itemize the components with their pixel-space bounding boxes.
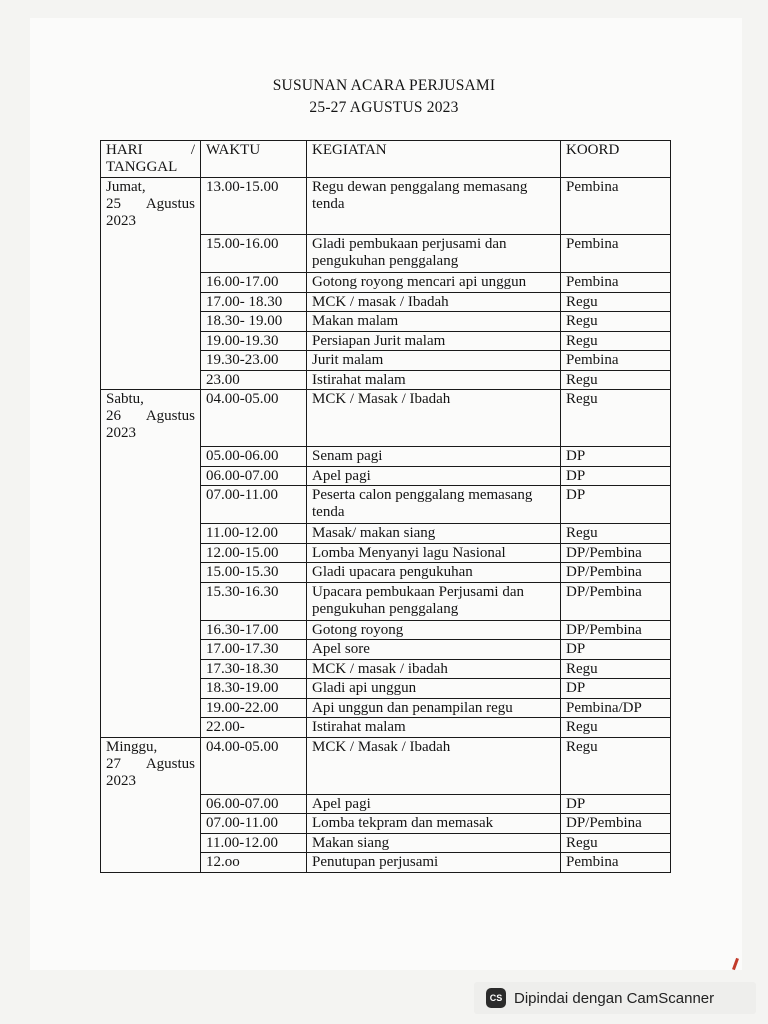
waktu-cell: 22.00-: [201, 718, 307, 738]
waktu-cell: 12.00-15.00: [201, 543, 307, 563]
koord-cell: Regu: [561, 292, 671, 312]
kegiatan-cell: Lomba tekpram dan memasak: [307, 814, 561, 834]
koord-cell: Pembina: [561, 853, 671, 873]
kegiatan-cell: Makan malam: [307, 312, 561, 332]
koord-cell: Regu: [561, 833, 671, 853]
kegiatan-cell: Istirahat malam: [307, 718, 561, 738]
waktu-cell: 15.00-16.00: [201, 235, 307, 273]
header-koord: KOORD: [561, 141, 671, 178]
waktu-cell: 06.00-07.00: [201, 794, 307, 814]
kegiatan-cell: MCK / masak / Ibadah: [307, 292, 561, 312]
waktu-cell: 13.00-15.00: [201, 178, 307, 235]
kegiatan-cell: Regu dewan penggalang memasang tenda: [307, 178, 561, 235]
koord-cell: DP: [561, 486, 671, 524]
waktu-cell: 11.00-12.00: [201, 524, 307, 544]
waktu-cell: 12.oo: [201, 853, 307, 873]
table-row: [101, 178, 671, 235]
day-cell: [101, 737, 201, 872]
kegiatan-cell: Istirahat malam: [307, 370, 561, 390]
waktu-cell: 17.00- 18.30: [201, 292, 307, 312]
koord-cell: DP/Pembina: [561, 814, 671, 834]
waktu-cell: 23.00: [201, 370, 307, 390]
koord-cell: DP: [561, 466, 671, 486]
waktu-cell: 07.00-11.00: [201, 814, 307, 834]
koord-cell: Pembina: [561, 178, 671, 235]
kegiatan-cell: Gladi api unggun: [307, 679, 561, 699]
koord-cell: Pembina: [561, 351, 671, 371]
waktu-cell: 16.30-17.00: [201, 620, 307, 640]
waktu-cell: 04.00-05.00: [201, 390, 307, 447]
day-name: Sabtu,: [106, 391, 144, 407]
table-row: [101, 737, 671, 794]
kegiatan-cell: Gladi pembukaan perjusami dan pengukuhan penggalang: [307, 235, 561, 273]
kegiatan-cell: Gotong royong: [307, 620, 561, 640]
table-row: [101, 390, 671, 447]
koord-cell: DP: [561, 447, 671, 467]
waktu-cell: 16.00-17.00: [201, 273, 307, 293]
waktu-cell: 15.00-15.30: [201, 563, 307, 583]
koord-cell: Pembina: [561, 235, 671, 273]
camscanner-label: Dipindai dengan CamScanner: [514, 989, 715, 1007]
waktu-cell: 17.30-18.30: [201, 659, 307, 679]
koord-cell: DP: [561, 794, 671, 814]
koord-cell: Pembina/DP: [561, 698, 671, 718]
koord-cell: Regu: [561, 659, 671, 679]
kegiatan-cell: MCK / Masak / Ibadah: [307, 737, 561, 794]
waktu-cell: 17.00-17.30: [201, 640, 307, 660]
kegiatan-cell: Gladi upacara pengukuhan: [307, 563, 561, 583]
koord-cell: DP: [561, 640, 671, 660]
kegiatan-cell: Apel pagi: [307, 466, 561, 486]
kegiatan-cell: Gotong royong mencari api unggun: [307, 273, 561, 293]
header-kegiatan: KEGIATAN: [307, 141, 561, 178]
koord-cell: DP/Pembina: [561, 582, 671, 620]
day-year: 2023: [106, 425, 136, 441]
kegiatan-cell: MCK / masak / ibadah: [307, 659, 561, 679]
koord-cell: DP/Pembina: [561, 563, 671, 583]
day-date: 25 Agustus: [106, 196, 195, 212]
header-hari-tanggal: HARI / TANGGAL: [101, 141, 201, 178]
waktu-cell: 18.30-19.00: [201, 679, 307, 699]
kegiatan-cell: Jurit malam: [307, 351, 561, 371]
document-subtitle: 25-27 AGUSTUS 2023: [309, 99, 459, 116]
kegiatan-cell: Apel sore: [307, 640, 561, 660]
day-date: 27 Agustus: [106, 755, 195, 772]
document-title: SUSUNAN ACARA PERJUSAMI: [272, 77, 496, 94]
waktu-cell: 06.00-07.00: [201, 466, 307, 486]
waktu-cell: 19.30-23.00: [201, 351, 307, 371]
camscanner-watermark: [474, 982, 756, 1014]
koord-cell: Regu: [561, 524, 671, 544]
koord-cell: Regu: [561, 312, 671, 332]
koord-cell: Regu: [561, 390, 671, 447]
day-year: 2023: [106, 772, 136, 789]
kegiatan-cell: Masak/ makan siang: [307, 524, 561, 544]
day-year: 2023: [106, 213, 136, 229]
waktu-cell: 19.00-19.30: [201, 331, 307, 351]
kegiatan-cell: Makan siang: [307, 833, 561, 853]
day-name: Minggu,: [106, 738, 158, 755]
day-date: 26 Agustus: [106, 408, 195, 424]
kegiatan-cell: Apel pagi: [307, 794, 561, 814]
day-cell: [101, 390, 201, 738]
schedule-table: [100, 140, 671, 873]
koord-cell: Pembina: [561, 273, 671, 293]
koord-cell: DP/Pembina: [561, 543, 671, 563]
kegiatan-cell: Senam pagi: [307, 447, 561, 467]
day-name: Jumat,: [106, 179, 146, 195]
koord-cell: DP: [561, 679, 671, 699]
camscanner-logo-icon: CS: [486, 988, 506, 1008]
koord-cell: Regu: [561, 370, 671, 390]
kegiatan-cell: Peserta calon penggalang memasang tenda: [307, 486, 561, 524]
waktu-cell: 19.00-22.00: [201, 698, 307, 718]
waktu-cell: 04.00-05.00: [201, 737, 307, 794]
header-waktu: WAKTU: [201, 141, 307, 178]
koord-cell: Regu: [561, 331, 671, 351]
koord-cell: Regu: [561, 718, 671, 738]
waktu-cell: 15.30-16.30: [201, 582, 307, 620]
kegiatan-cell: Upacara pembukaan Perjusami dan pengukuhan penggalang: [307, 582, 561, 620]
waktu-cell: 18.30- 19.00: [201, 312, 307, 332]
kegiatan-cell: MCK / Masak / Ibadah: [307, 390, 561, 447]
waktu-cell: 11.00-12.00: [201, 833, 307, 853]
kegiatan-cell: Lomba Menyanyi lagu Nasional: [307, 543, 561, 563]
kegiatan-cell: Penutupan perjusami: [307, 853, 561, 873]
waktu-cell: 05.00-06.00: [201, 447, 307, 467]
day-cell: [101, 178, 201, 390]
koord-cell: Regu: [561, 737, 671, 794]
waktu-cell: 07.00-11.00: [201, 486, 307, 524]
kegiatan-cell: Api unggun dan penampilan regu: [307, 698, 561, 718]
kegiatan-cell: Persiapan Jurit malam: [307, 331, 561, 351]
koord-cell: DP/Pembina: [561, 620, 671, 640]
